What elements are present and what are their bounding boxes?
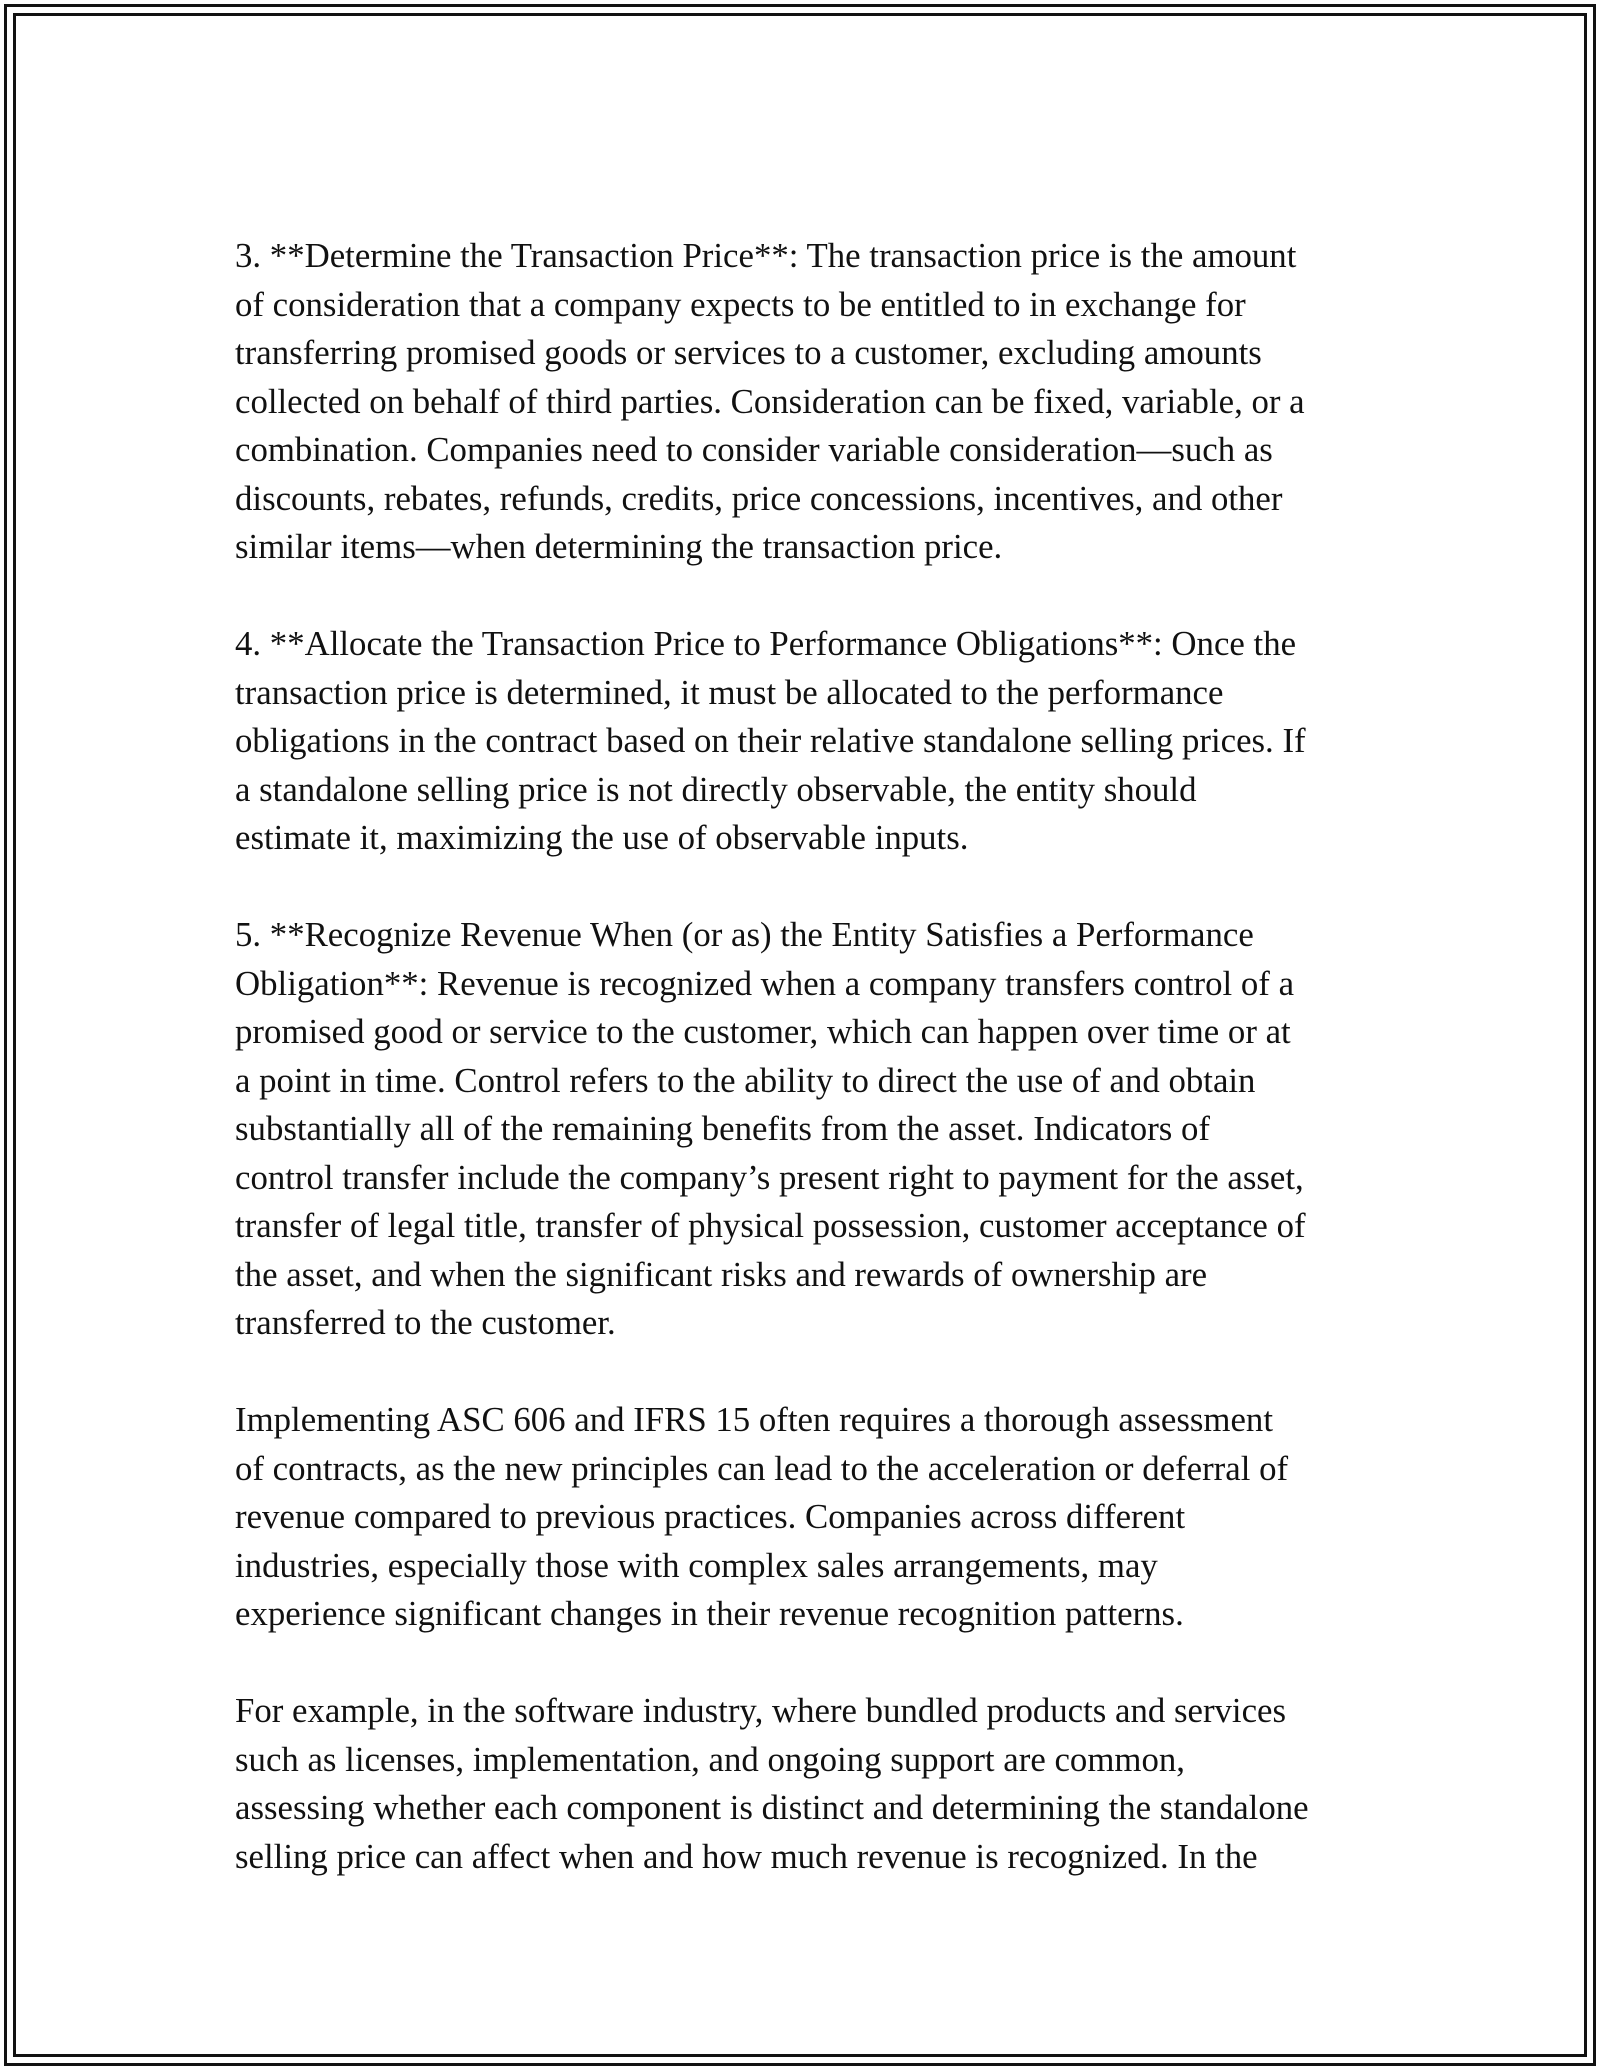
document-body [235,232,1375,1881]
paragraph-implementation: Implementing ASC 606 and IFRS 15 often requires a thorough assessment of contracts, as the new principles can lead to the acceleration or deferral of revenue compared to previous practices. Companies across different industries, especially those with complex sales arrangements, may experience significant changes in their revenue recognition patterns. [235,1400,1289,1633]
paragraph-example: For example, in the software industry, where bundled products and services such as licenses, implementation, and ongoing support are common, assessing whether each component is distinct and determining the standalone selling price can affect when and how much revenue is recognized. In the [235,1691,1309,1876]
paragraph-step-4: 4. **Allocate the Transaction Price to Performance Obligations**: Once the transaction price is determined, it must be allocated to the performance obligations in the contract based on their relative standalone selling prices. If a standalone selling price is not directly observable, the entity should estimate it, maximizing the use of observable inputs. [235,624,1306,857]
paragraph-step-5: 5. **Recognize Revenue When (or as) the Entity Satisfies a Performance Obligation**: Revenue is recognized when a company transfers control of a promised good or service to the customer, which can happen over time or at a point in time. Control refers to the ability to direct the use of and obtain substantially all of the remaining benefits from the asset. Indicators of control transfer include the company’s present right to payment for the asset, transfer of legal title, transfer of physical possession, customer acceptance of the asset, and when the significant risks and rewards of ownership are transferred to the customer. [235,915,1306,1342]
paragraph-step-3: 3. **Determine the Transaction Price**: The transaction price is the amount of consideration that a company expects to be entitled to in exchange for transferring promised goods or services to a customer, excluding amounts collected on behalf of third parties. Consideration can be fixed, variable, or a combination. Companies need to consider variable consideration—such as discounts, rebates, refunds, credits, price concessions, incentives, and other similar items—when determining the transaction price. [235,236,1305,566]
